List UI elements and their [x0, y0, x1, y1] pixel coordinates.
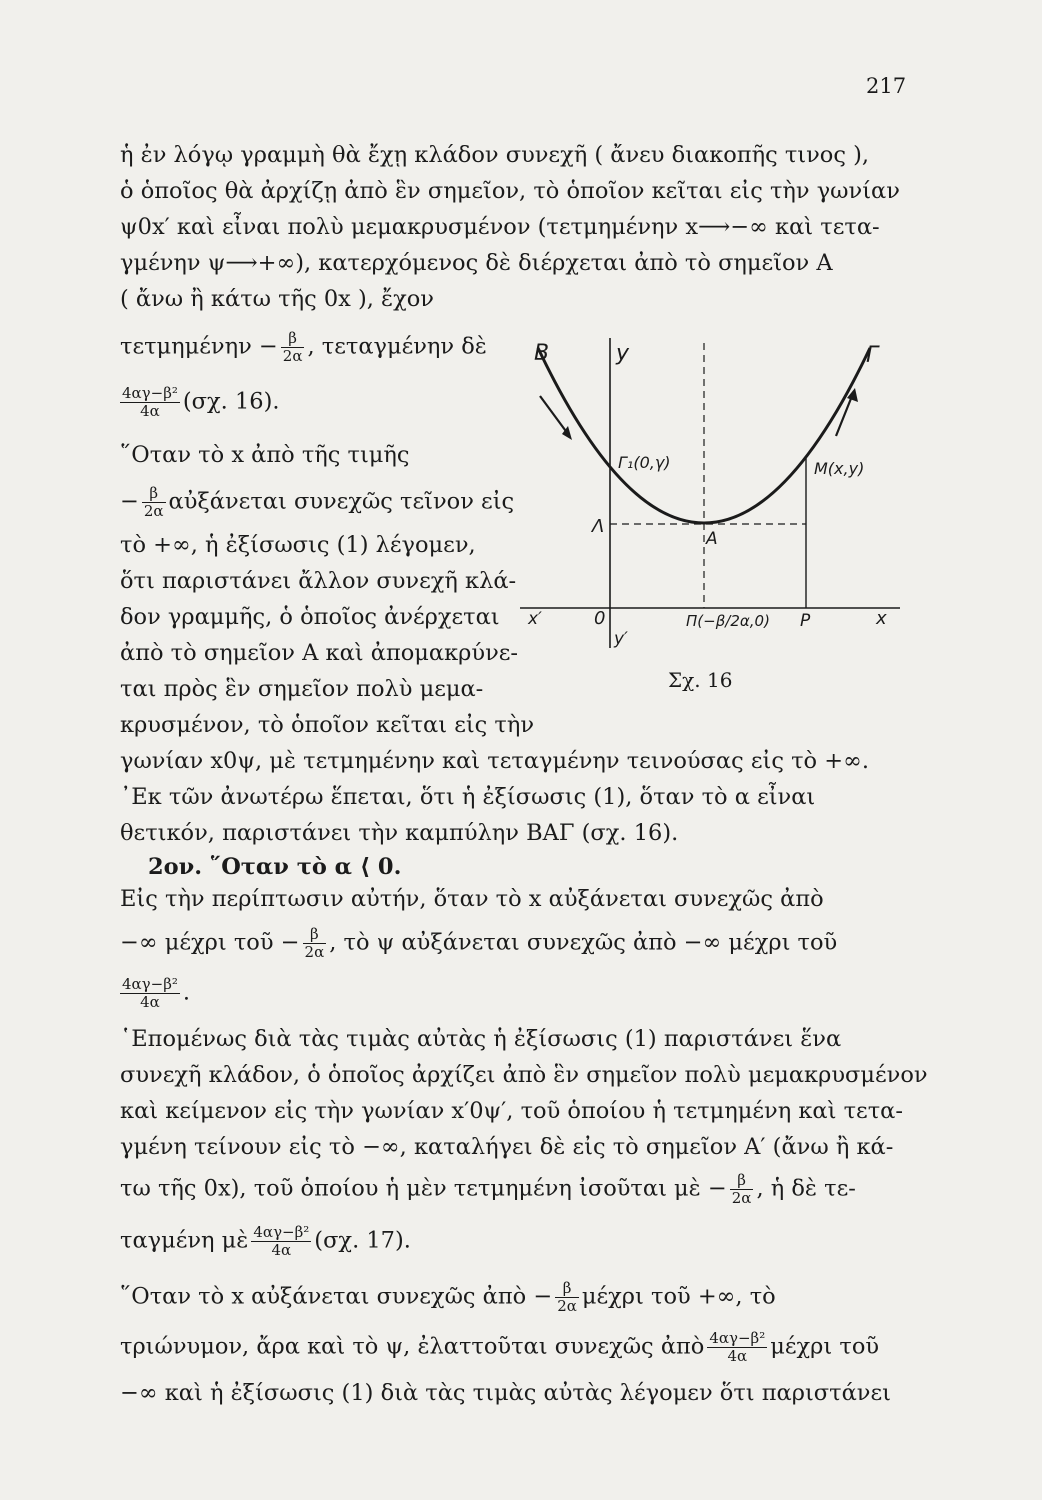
text-line-3: ψ0x′ καὶ εἶναι πολὺ μεμακρυσμένον (τετμημένην x⟶−∞ καὶ τετα- [120, 214, 880, 240]
text-line-22: $\frac{\text{4αγ−β²}}{4\alpha}$ . [122, 975, 191, 1011]
text-line-14: ται πρὸς ἓν σημεῖον πολὺ μεμα- [120, 676, 484, 702]
label-M: M(x,y) [814, 459, 865, 478]
text-line-18: θετικόν, παριστάνει τὴν καμπύλην ΒΑΓ (σχ. 16). [120, 820, 679, 846]
label-L: Λ [592, 516, 605, 537]
section-heading: 2ον. ῞Οταν τὸ α ⟨ 0. [148, 854, 402, 880]
fraction-main: $\frac{\text{4αγ−β²}}{4\alpha}$ [122, 975, 178, 1011]
text-line-26: γμένη τείνουν εἰς τὸ −∞, καταλήγει δὲ εἰς τὸ σημεῖον Α′ (ἄνω ἢ κά- [120, 1134, 894, 1160]
label-A: A [706, 529, 718, 549]
text-line-12: δον γραμμῆς, ὁ ὁποῖος ἀνέρχεται [120, 604, 500, 630]
text-line-23: ῾Επομένως διὰ τὰς τιμὰς αὐτὰς ἡ ἐξίσωσις (1) παριστάνει ἕνα [120, 1026, 842, 1052]
text-line-1: ἡ ἐν λόγῳ γραμμὴ θὰ ἔχῃ κλάδον συνεχῆ ( ἄνευ διακοπῆς τινος ), [120, 142, 870, 168]
label-xp: x′ [528, 609, 542, 629]
text-line-9: − $\frac{\beta}{2\alpha}$ αὐξάνεται συνεχῶς τεῖνον εἰς [120, 484, 515, 520]
fraction-beta-2alpha: $\frac{\beta}{2\alpha}$ [304, 925, 325, 961]
text-line-31: −∞ καὶ ἡ ἐξίσωσις (1) διὰ τὰς τιμὰς αὐτὰς λέγομεν ὅτι παριστάνει [120, 1380, 891, 1406]
text-line-13: ἀπὸ τὸ σημεῖον Α καὶ ἀπομακρύνε- [120, 640, 519, 666]
figure-16 [510, 318, 910, 668]
label-x: x [876, 608, 887, 629]
text-line-27: τω τῆς 0x), τοῦ ὁποίου ἡ μὲν τετμημένη ἰσοῦται μὲ − $\frac{\beta}{2\alpha}$ , ἡ δὲ τε- [120, 1171, 856, 1207]
text-line-5: ( ἄνω ἢ κάτω τῆς 0x ), ἔχον [120, 286, 434, 312]
fraction-beta-2alpha: $\frac{\beta}{2\alpha}$ [282, 329, 303, 365]
text-line-20: Εἰς τὴν περίπτωσιν αὐτήν, ὅταν τὸ x αὐξάνεται συνεχῶς ἀπὸ [120, 886, 824, 912]
text-line-30: τριώνυμον, ἄρα καὶ τὸ ψ, ἐλαττοῦται συνεχῶς ἀπὸ $\frac{\text{4αγ−β²}}{4\alpha}$ μέχρι τοῦ [120, 1329, 880, 1365]
text-line-28: ταγμένη μὲ $\frac{\text{4αγ−β²}}{4\alpha}$ (σχ. 17). [120, 1223, 411, 1259]
fraction-beta-2alpha: $\frac{\beta}{2\alpha}$ [143, 484, 164, 520]
label-O: 0 [594, 608, 606, 629]
page-number: 217 [866, 74, 907, 98]
label-P: P [800, 611, 811, 631]
text-line-16: γωνίαν x0ψ, μὲ τετμημένην καὶ τεταγμένην τεινούσας εἰς τὸ +∞. [120, 748, 869, 774]
label-yp: y′ [614, 629, 628, 649]
text-line-24: συνεχῆ κλάδον, ὁ ὁποῖος ἀρχίζει ἀπὸ ἓν σημεῖον πολὺ μεμακρυσμένον [120, 1062, 928, 1088]
label-G1: Γ₁(0,γ) [618, 453, 671, 472]
text-line-15: κρυσμένον, τὸ ὁποῖον κεῖται εἰς τὴν [120, 712, 535, 738]
text-line-8: ῞Οταν τὸ x ἀπὸ τῆς τιμῆς [120, 442, 410, 468]
ascending-arrow [836, 396, 852, 436]
text-line-11: ὅτι παριστάνει ἄλλον συνεχῆ κλά- [120, 568, 517, 594]
text-line-2: ὁ ὁποῖος θὰ ἀρχίζῃ ἀπὸ ἓν σημεῖον, τὸ ὁποῖον κεῖται εἰς τὴν γωνίαν [120, 178, 900, 204]
text-line-6: τετμημένην − $\frac{\beta}{2\alpha}$ , τεταγμένην δὲ [120, 329, 487, 365]
label-P-coords: Π(−β/2α,0) [686, 612, 770, 630]
text-line-21: −∞ μέχρι τοῦ − $\frac{\beta}{2\alpha}$ , τὸ ψ αὐξάνεται συνεχῶς ἀπὸ −∞ μέχρι τοῦ [120, 925, 838, 961]
text-line-4: γμένην ψ⟶+∞), κατερχόμενος δὲ διέρχεται ἀπὸ τὸ σημεῖον Α [120, 250, 833, 276]
text-line-25: καὶ κείμενον εἰς τὴν γωνίαν x′0ψ′, τοῦ ὁποίου ἡ τετμημένη καὶ τετα- [120, 1098, 903, 1124]
label-B: Β [534, 341, 550, 366]
text-line-29: ῞Οταν τὸ x αὐξάνεται συνεχῶς ἀπὸ − $\frac{\beta}{2\alpha}$ μέχρι τοῦ +∞, τὸ [120, 1279, 776, 1315]
fraction-main: $\frac{\text{4αγ−β²}}{4\alpha}$ [709, 1329, 766, 1365]
figure-caption: Σχ. 16 [668, 668, 733, 692]
text-line-17: ᾿Εκ τῶν ἀνωτέρω ἕπεται, ὅτι ἡ ἐξίσωσις (1), ὅταν τὸ α εἶναι [120, 784, 816, 810]
descending-arrow [540, 396, 568, 434]
label-y: y [616, 341, 630, 366]
fraction-beta-2alpha: $\frac{\beta}{2\alpha}$ [731, 1171, 752, 1207]
label-G: Γ [866, 343, 879, 368]
fraction-main: $\frac{\text{4αγ−β²}}{4\alpha}$ [253, 1223, 310, 1259]
text-line-10: τὸ +∞, ἡ ἐξίσωσις (1) λέγομεν, [120, 532, 476, 558]
fraction-beta-2alpha: $\frac{\beta}{2\alpha}$ [557, 1279, 577, 1315]
fraction-main: $\frac{\text{4αγ−β²}}{4\alpha}$ [122, 384, 178, 420]
text-line-7: $\frac{\text{4αγ−β²}}{4\alpha}$ (σχ. 16). [122, 384, 280, 420]
parabola-curve [538, 348, 870, 523]
